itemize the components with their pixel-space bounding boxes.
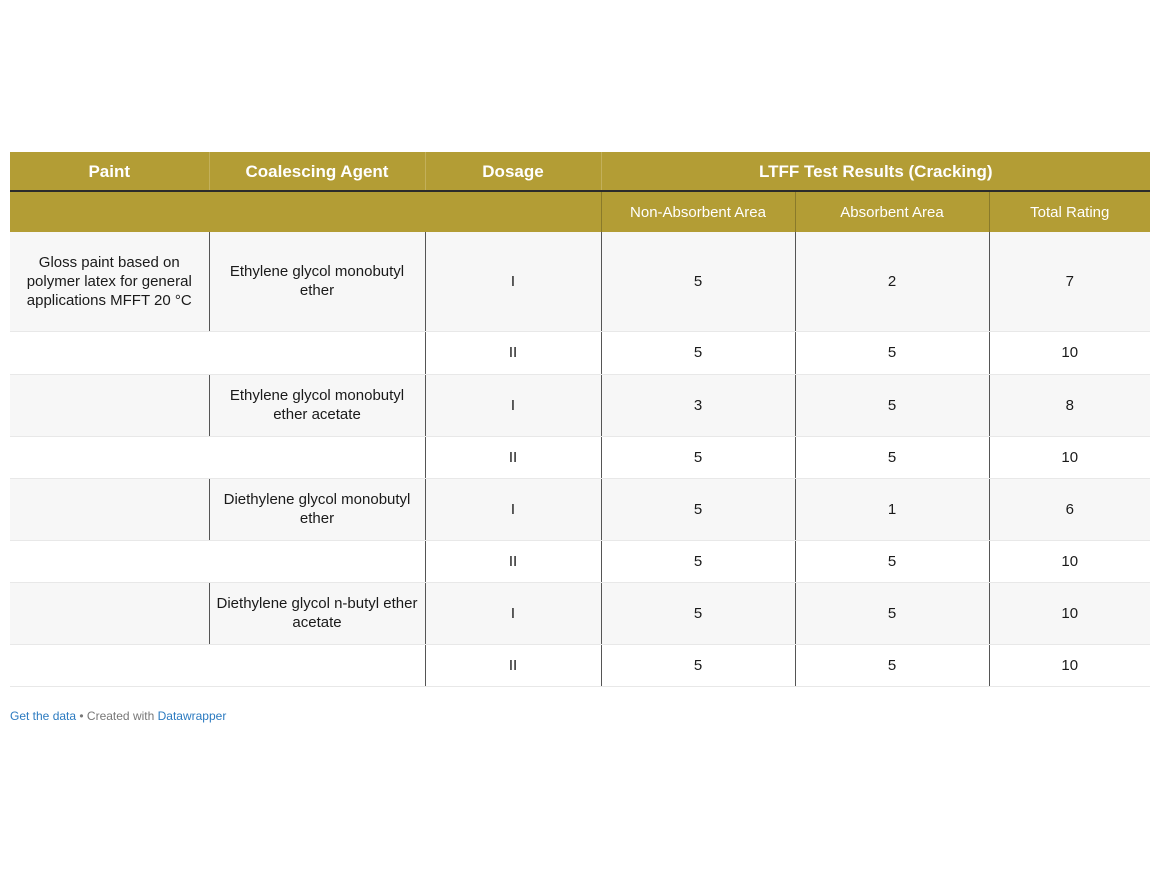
cell-paint [10, 582, 209, 644]
get-the-data-link[interactable]: Get the data [10, 709, 77, 723]
cell-absorbent: 5 [795, 374, 989, 436]
ltff-results-table [10, 152, 1150, 687]
cell-absorbent: 2 [795, 232, 989, 331]
table-row [10, 582, 1150, 644]
table-row [10, 436, 1150, 478]
cell-total: 7 [989, 232, 1150, 331]
cell-agent [209, 436, 425, 478]
cell-absorbent: 5 [795, 436, 989, 478]
cell-non-absorbent: 5 [601, 582, 795, 644]
table-row [10, 644, 1150, 686]
cell-absorbent: 5 [795, 582, 989, 644]
cell-paint [10, 436, 209, 478]
cell-absorbent: 1 [795, 478, 989, 540]
header-blank-paint [10, 191, 209, 232]
cell-agent: Ethylene glycol monobutyl ether [209, 232, 425, 331]
cell-absorbent: 5 [795, 331, 989, 374]
cell-total: 8 [989, 374, 1150, 436]
cell-dosage: I [425, 478, 601, 540]
cell-paint: Gloss paint based on polymer latex for general applications MFFT 20 °C [10, 232, 209, 331]
header-blank-dosage [425, 191, 601, 232]
cell-non-absorbent: 5 [601, 331, 795, 374]
header-absorbent-area[interactable]: Absorbent Area [795, 191, 989, 232]
table-row [10, 331, 1150, 374]
cell-dosage: I [425, 232, 601, 331]
footer-separator: • Created with [76, 709, 158, 723]
header-paint[interactable]: Paint [10, 152, 209, 191]
cell-dosage: I [425, 582, 601, 644]
cell-absorbent: 5 [795, 540, 989, 582]
cell-total: 10 [989, 331, 1150, 374]
table-row [10, 232, 1150, 331]
cell-total: 10 [989, 436, 1150, 478]
cell-paint [10, 644, 209, 686]
table-row [10, 540, 1150, 582]
header-row-secondary [10, 191, 1150, 232]
header-blank-agent [209, 191, 425, 232]
cell-paint [10, 540, 209, 582]
cell-paint [10, 331, 209, 374]
cell-paint [10, 374, 209, 436]
cell-paint [10, 478, 209, 540]
cell-dosage: I [425, 374, 601, 436]
cell-non-absorbent: 5 [601, 540, 795, 582]
cell-agent: Diethylene glycol monobutyl ether [209, 478, 425, 540]
datawrapper-link[interactable]: Datawrapper [157, 709, 227, 723]
cell-agent [209, 540, 425, 582]
cell-non-absorbent: 5 [601, 478, 795, 540]
cell-non-absorbent: 3 [601, 374, 795, 436]
header-total-rating[interactable]: Total Rating [989, 191, 1150, 232]
cell-agent: Diethylene glycol n-butyl ether acetate [209, 582, 425, 644]
header-dosage[interactable]: Dosage [425, 152, 601, 191]
cell-non-absorbent: 5 [601, 644, 795, 686]
cell-dosage: II [425, 644, 601, 686]
cell-non-absorbent: 5 [601, 436, 795, 478]
header-non-absorbent-area[interactable]: Non-Absorbent Area [601, 191, 795, 232]
cell-total: 10 [989, 644, 1150, 686]
cell-dosage: II [425, 331, 601, 374]
data-table-container [10, 152, 1150, 687]
cell-absorbent: 5 [795, 644, 989, 686]
header-row-primary [10, 152, 1150, 191]
cell-total: 10 [989, 540, 1150, 582]
table-row [10, 374, 1150, 436]
cell-dosage: II [425, 540, 601, 582]
cell-total: 6 [989, 478, 1150, 540]
cell-agent: Ethylene glycol monobutyl ether acetate [209, 374, 425, 436]
cell-dosage: II [425, 436, 601, 478]
cell-agent [209, 644, 425, 686]
header-coalescing-agent[interactable]: Coalescing Agent [209, 152, 425, 191]
cell-total: 10 [989, 582, 1150, 644]
table-row [10, 478, 1150, 540]
cell-agent [209, 331, 425, 374]
header-ltff-results: LTFF Test Results (Cracking) [601, 152, 1150, 191]
chart-footer [10, 709, 226, 723]
cell-non-absorbent: 5 [601, 232, 795, 331]
